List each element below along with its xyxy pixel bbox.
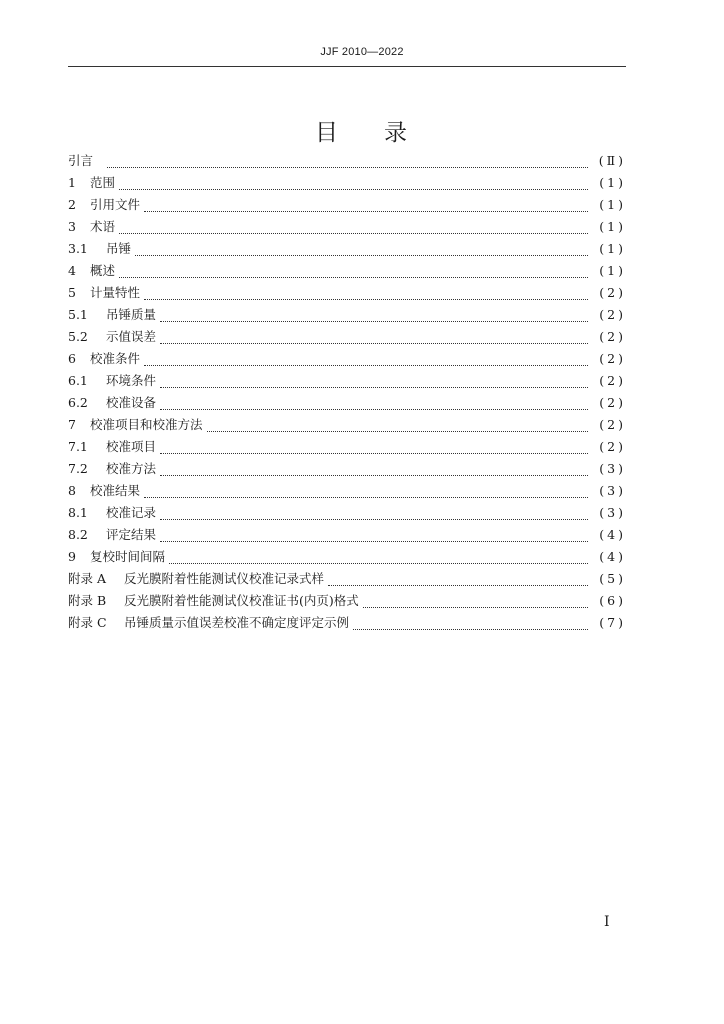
toc-entry[interactable] bbox=[68, 612, 626, 634]
toc-entry[interactable] bbox=[68, 392, 626, 414]
toc-leader-dots bbox=[353, 621, 588, 630]
toc-entry-label: 引用文件 bbox=[90, 197, 141, 212]
toc-entry[interactable] bbox=[68, 414, 626, 436]
toc-entry[interactable] bbox=[68, 348, 626, 370]
toc-leader-dots bbox=[169, 555, 588, 564]
toc-entry-label: 引言 bbox=[68, 153, 94, 168]
toc-entry-label: 术语 bbox=[90, 219, 116, 234]
toc-entry[interactable] bbox=[68, 524, 626, 546]
toc-entry[interactable] bbox=[68, 150, 626, 172]
toc-entry-page: (5) bbox=[599, 571, 626, 586]
toc-entry[interactable] bbox=[68, 436, 626, 458]
toc-entry[interactable] bbox=[68, 370, 626, 392]
toc-entry-number: 7.1 bbox=[68, 439, 88, 454]
toc-leader-dots bbox=[119, 225, 588, 234]
toc-entry-label: 吊锤 bbox=[106, 241, 132, 256]
toc-leader-dots bbox=[160, 401, 588, 410]
toc-leader-dots bbox=[119, 269, 588, 278]
toc-leader-dots bbox=[160, 445, 588, 454]
toc-entry-page: (1) bbox=[599, 175, 626, 190]
toc-entry-page: (3) bbox=[599, 483, 626, 498]
toc-entry-number: 3.1 bbox=[68, 241, 88, 256]
toc-leader-dots bbox=[144, 357, 588, 366]
toc-entry-page: (1) bbox=[599, 219, 626, 234]
toc-entry-page: (3) bbox=[599, 505, 626, 520]
toc-entry-label: 环境条件 bbox=[106, 373, 157, 388]
toc-entry[interactable] bbox=[68, 194, 626, 216]
running-header: JJF 2010—2022 bbox=[320, 46, 404, 58]
toc-entry-page: (2) bbox=[599, 329, 626, 344]
toc-entry[interactable] bbox=[68, 458, 626, 480]
toc-entry-page: (2) bbox=[599, 285, 626, 300]
toc-entry-label: 范围 bbox=[90, 175, 116, 190]
toc-entry-number: 附录 A bbox=[68, 571, 107, 586]
toc-entry-label: 反光膜附着性能测试仪校准记录式样 bbox=[124, 571, 325, 586]
toc-entry-label: 概述 bbox=[90, 263, 116, 278]
toc-leader-dots bbox=[135, 247, 588, 256]
toc-entry-label: 吊锤质量 bbox=[106, 307, 157, 322]
page-title bbox=[0, 114, 724, 147]
toc-entry-label: 校准条件 bbox=[90, 351, 141, 366]
toc-entry-page: (4) bbox=[599, 549, 626, 564]
title-char-1: 目 bbox=[315, 120, 340, 147]
toc-entry-label: 校准记录 bbox=[106, 505, 157, 520]
toc-entry-page: (3) bbox=[599, 461, 626, 476]
toc-entry-number: 附录 C bbox=[68, 615, 107, 630]
toc-entry-number: 6.1 bbox=[68, 373, 88, 388]
toc-entry-number: 7 bbox=[68, 417, 76, 432]
toc-entry-page: (2) bbox=[599, 439, 626, 454]
toc-entry[interactable] bbox=[68, 238, 626, 260]
toc-entry-label: 示值误差 bbox=[106, 329, 157, 344]
toc-leader-dots bbox=[160, 533, 588, 542]
toc-entry-number: 5.2 bbox=[68, 329, 88, 344]
page-number: I bbox=[604, 914, 610, 930]
toc-entry[interactable] bbox=[68, 568, 626, 590]
toc-entry[interactable] bbox=[68, 590, 626, 612]
toc-entry-label: 校准方法 bbox=[106, 461, 157, 476]
toc-entry-number: 7.2 bbox=[68, 461, 88, 476]
toc-entry-number: 5 bbox=[68, 285, 76, 300]
toc-entry[interactable] bbox=[68, 546, 626, 568]
toc-entry[interactable] bbox=[68, 326, 626, 348]
toc-entry-number: 6.2 bbox=[68, 395, 88, 410]
toc-entry[interactable] bbox=[68, 172, 626, 194]
toc-entry[interactable] bbox=[68, 480, 626, 502]
toc-leader-dots bbox=[144, 203, 588, 212]
toc-entry-page: (2) bbox=[599, 417, 626, 432]
toc-entry-page: (2) bbox=[599, 351, 626, 366]
toc-entry-page: (Ⅱ) bbox=[598, 153, 626, 168]
toc-entry[interactable] bbox=[68, 260, 626, 282]
toc-entry-label: 校准结果 bbox=[90, 483, 141, 498]
toc-entry-label: 吊锤质量示值误差校准不确定度评定示例 bbox=[124, 615, 350, 630]
toc-leader-dots bbox=[160, 313, 588, 322]
toc-entry-number: 2 bbox=[68, 197, 76, 212]
toc-leader-dots bbox=[160, 511, 588, 520]
toc-entry-label: 校准项目 bbox=[106, 439, 157, 454]
title-char-2: 录 bbox=[384, 120, 409, 147]
toc-entry-number: 4 bbox=[68, 263, 76, 278]
toc-entry-page: (4) bbox=[599, 527, 626, 542]
toc-entry-label: 计量特性 bbox=[90, 285, 141, 300]
toc-entry-page: (1) bbox=[599, 263, 626, 278]
toc-entry-label: 反光膜附着性能测试仪校准证书(内页)格式 bbox=[124, 593, 359, 608]
toc-entry-number: 8 bbox=[68, 483, 76, 498]
toc-entry-number: 9 bbox=[68, 549, 76, 564]
toc-leader-dots bbox=[207, 423, 588, 432]
toc-entry-page: (7) bbox=[599, 615, 626, 630]
toc-leader-dots bbox=[160, 467, 588, 476]
toc-entry-number: 3 bbox=[68, 219, 76, 234]
toc-entry-label: 校准设备 bbox=[106, 395, 157, 410]
toc-entry-label: 复校时间间隔 bbox=[90, 549, 166, 564]
toc-leader-dots bbox=[119, 181, 588, 190]
toc-entry-page: (2) bbox=[599, 395, 626, 410]
toc-entry-number: 8.1 bbox=[68, 505, 88, 520]
toc-leader-dots bbox=[107, 159, 588, 168]
toc-entry[interactable] bbox=[68, 216, 626, 238]
toc-entry-number: 附录 B bbox=[68, 593, 107, 608]
toc-entry-number: 5.1 bbox=[68, 307, 88, 322]
toc-entry-page: (1) bbox=[599, 197, 626, 212]
toc-entry[interactable] bbox=[68, 502, 626, 524]
toc-leader-dots bbox=[144, 489, 588, 498]
toc-entry-page: (2) bbox=[599, 373, 626, 388]
toc-leader-dots bbox=[328, 577, 588, 586]
table-of-contents bbox=[68, 150, 626, 634]
toc-entry-number: 1 bbox=[68, 175, 76, 190]
toc-entry-label: 评定结果 bbox=[106, 527, 157, 542]
toc-leader-dots bbox=[160, 379, 588, 388]
toc-leader-dots bbox=[160, 335, 588, 344]
toc-leader-dots bbox=[363, 599, 588, 608]
toc-entry[interactable] bbox=[68, 304, 626, 326]
toc-entry-number: 8.2 bbox=[68, 527, 88, 542]
toc-entry-page: (6) bbox=[599, 593, 626, 608]
header-rule bbox=[68, 66, 626, 67]
toc-entry[interactable] bbox=[68, 282, 626, 304]
toc-leader-dots bbox=[144, 291, 588, 300]
toc-entry-page: (1) bbox=[599, 241, 626, 256]
toc-entry-page: (2) bbox=[599, 307, 626, 322]
toc-entry-number: 6 bbox=[68, 351, 76, 366]
toc-entry-label: 校准项目和校准方法 bbox=[90, 417, 203, 432]
